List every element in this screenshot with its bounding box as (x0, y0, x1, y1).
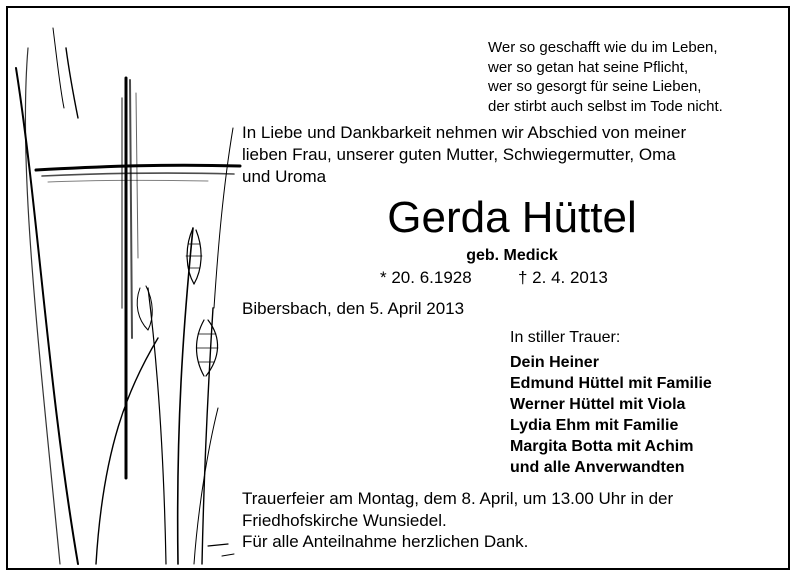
place-and-date: Bibersbach, den 5. April 2013 (242, 299, 465, 318)
mourner-name: Margita Botta mit Achim (510, 438, 694, 455)
cross-wheat-illustration (8, 8, 248, 568)
deceased-name: Gerda Hüttel (387, 193, 637, 242)
mourner-name: Lydia Ehm mit Familie (510, 417, 679, 434)
death-date: † 2. 4. 2013 (518, 268, 608, 287)
intro-text: In Liebe und Dankbarkeit nehmen wir Abschied von meiner lieben Frau, unserer guten Mutter, Schwiegermutter, Oma und Uroma (242, 123, 687, 186)
funeral-info: Trauerfeier am Montag, dem 8. April, um 13.00 Uhr in der Friedhofskirche Wunsiedel. (242, 489, 674, 530)
maiden-name: geb. Medick (466, 247, 558, 264)
mourners-list (510, 352, 790, 478)
mourner-name: Edmund Hüttel mit Familie (510, 375, 712, 392)
mourners-block (510, 326, 790, 478)
thanks-text: Für alle Anteilnahme herzlichen Dank. (242, 532, 529, 551)
mourner-name: und alle Anverwandten (510, 459, 685, 476)
mourner-name: Dein Heiner (510, 354, 599, 371)
poem: Wer so geschafft wie du im Leben, wer so getan hat seine Pflicht, wer so gesorgt für seine Lieben, der stirbt auch selbst im Tode nicht. (488, 39, 723, 115)
obituary-frame (6, 6, 790, 570)
mourner-name: Werner Hüttel mit Viola (510, 396, 686, 413)
mourners-heading: In stiller Trauer: (510, 329, 621, 346)
birth-date: * 20. 6.1928 (380, 268, 472, 287)
